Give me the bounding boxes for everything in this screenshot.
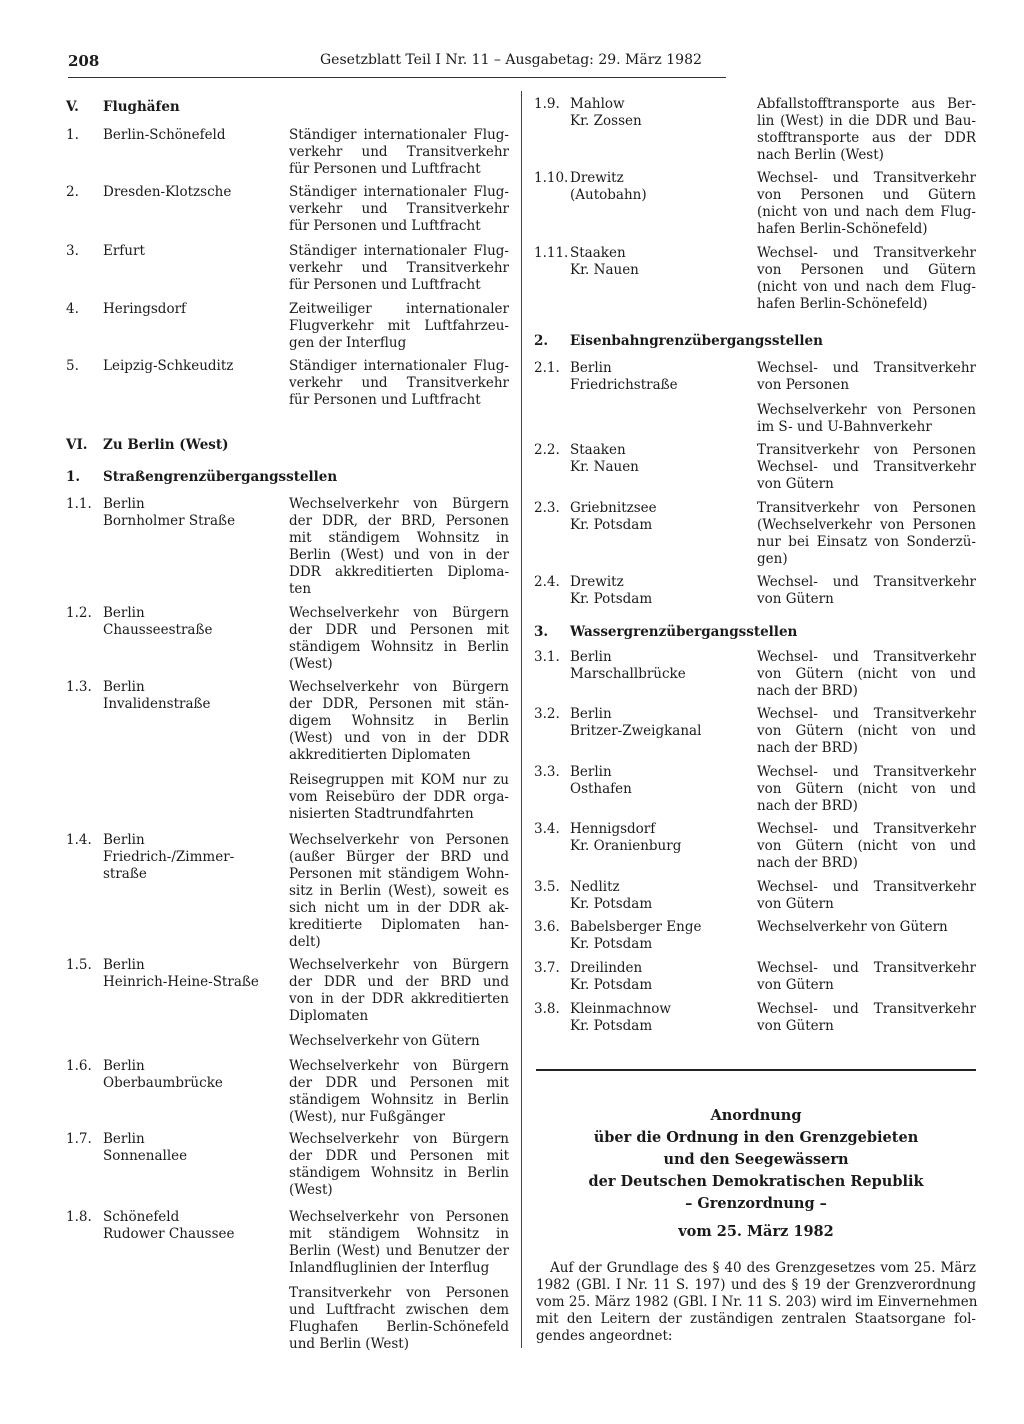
entry-description-line: der DDR, der BRD, Personen [289, 513, 509, 529]
entry-description-line: für Personen und Luftfracht [289, 218, 481, 234]
section-number: VI. [66, 437, 88, 453]
entry-description-line: Wechsel- und Transitverkehr [757, 821, 976, 837]
entry-description-line: nach Berlin (West) [757, 147, 884, 163]
entry-description-line: Berlin (West) und von in der [289, 547, 509, 563]
decree-intro-line: mit den Leitern der zuständigen zentralen Staatsorgane fol- [536, 1311, 976, 1327]
entry-name-line: Kr. Potsdam [570, 591, 653, 607]
entry-description-line: von Personen und Gütern [757, 187, 976, 203]
entry-number: 2.1. [534, 360, 560, 376]
entry-name-line: Drewitz [570, 574, 624, 590]
entry-description-line: Wechsel- und Transitverkehr [757, 459, 976, 475]
entry-description-line: akkreditierten Diplomaten [289, 747, 471, 763]
entry-description-line: digem Wohnsitz in Berlin [289, 713, 509, 729]
entry-description-line: ten [289, 581, 312, 597]
entry-description-line: Zeitweiliger internationaler [289, 301, 509, 317]
entry-description-line: Wechsel- und Transitverkehr [757, 879, 976, 895]
entry-description-line: nach der BRD) [757, 798, 858, 814]
entry-description-line: Wechselverkehr von Bürgern [289, 496, 509, 512]
subsection-number: 2. [534, 333, 549, 349]
entry-description-line: der DDR, Personen mit stän- [289, 696, 509, 712]
entry-description-line: kreditierte Diplomaten han- [289, 917, 509, 933]
entry-description-line: Transitverkehr von Personen [757, 500, 976, 516]
entry-description-line: nach der BRD) [757, 683, 858, 699]
entry-name [570, 706, 750, 740]
entry-name-line: Kleinmachnow [570, 1001, 671, 1017]
entry-description-line: Wechselverkehr von Gütern [757, 919, 948, 935]
entry-description [757, 170, 976, 238]
entry-number: 1.5. [66, 957, 92, 973]
decree-title-line: vom 25. März 1982 [678, 1223, 834, 1240]
entry-number: 3.1. [534, 649, 560, 665]
entry-name-line: Kr. Nauen [570, 262, 639, 278]
entry-description-line: (West) [289, 656, 333, 672]
entry-name-line: Kr. Nauen [570, 459, 639, 475]
entry-description-line: Wechsel- und Transitverkehr [757, 245, 976, 261]
entry-description-extra-line: Wechselverkehr von Personen [757, 402, 976, 418]
entry-name [570, 574, 750, 608]
entry-description [757, 706, 976, 757]
entry-description-line: von Personen und Gütern [757, 262, 976, 278]
entry-description-line: mit ständigem Wohnsitz in [289, 1226, 509, 1242]
entry-description-line: der DDR und Personen mit [289, 1148, 509, 1164]
decree-title-line: der Deutschen Demokratischen Republik [588, 1173, 924, 1190]
entry-description-line: von Gütern [757, 977, 834, 993]
section-title: Zu Berlin (West) [103, 437, 229, 453]
entry-description-line: verkehr und Transitverkehr [289, 260, 509, 276]
entry-name [570, 879, 750, 913]
entry-description-line: nach der BRD) [757, 855, 858, 871]
entry-description-line: nur bei Einsatz von Sonderzü- [757, 534, 976, 550]
entry-name-line: Berlin [103, 1131, 145, 1147]
entry-description [757, 574, 976, 608]
entry-number: 1.2. [66, 605, 92, 621]
entry-name-line: Staaken [570, 245, 626, 261]
entry-name-line: Griebnitzsee [570, 500, 657, 516]
entry-number: 3.6. [534, 919, 560, 935]
entry-description-line: Wechselverkehr von Bürgern [289, 679, 509, 695]
entry-description-line: Wechselverkehr von Bürgern [289, 1131, 509, 1147]
entry-name-line: Britzer-Zweigkanal [570, 723, 702, 739]
entry-name-line: Berlin [103, 957, 145, 973]
entry-description-line: für Personen und Luftfracht [289, 161, 481, 177]
entry-description-line: der DDR und Personen mit [289, 622, 509, 638]
entry-description-line: (außer Bürger der BRD und [289, 849, 509, 865]
entry-name-line: (Autobahn) [570, 187, 647, 203]
entry-description-line: (West) und von in der DDR [289, 730, 509, 746]
decree-title [536, 1105, 976, 1243]
entry-description-line: nach der BRD) [757, 740, 858, 756]
entry-number: 1.4. [66, 832, 92, 848]
entry-name-line: Osthafen [570, 781, 632, 797]
entry-description-line: hafen Berlin-Schönefeld) [757, 296, 928, 312]
entry-description-line: von Personen [757, 377, 850, 393]
entry-number: 1.9. [534, 96, 560, 112]
entry-name-line: Kr. Zossen [570, 113, 642, 129]
entry-name-line: Staaken [570, 442, 626, 458]
entry-name [570, 649, 750, 683]
entry-description-line: Wechsel- und Transitverkehr [757, 764, 976, 780]
entry-description-line: Ständiger internationaler Flug- [289, 243, 509, 259]
entry-name-line: Leipzig-Schkeuditz [103, 358, 234, 374]
entry-description-line: für Personen und Luftfracht [289, 277, 481, 293]
entry-description-line: Wechselverkehr von Personen [289, 832, 509, 848]
entry-name [570, 821, 750, 855]
entry-name-line: Invalidenstraße [103, 696, 211, 712]
decree-title-line: Anordnung [710, 1107, 802, 1124]
entry-description-line: von Gütern (nicht von und [757, 838, 976, 854]
entry-description-extra-line: und Luftfracht zwischen dem [289, 1302, 509, 1318]
entry-name-line: Dresden-Klotzsche [103, 184, 232, 200]
subsection-title: Wassergrenzübergangsstellen [570, 624, 798, 640]
entry-description-line: Ständiger internationaler Flug- [289, 184, 509, 200]
entry-description [757, 442, 976, 493]
section-title: Flughäfen [103, 99, 180, 115]
entry-name [570, 960, 750, 994]
entry-description-line: von Gütern (nicht von und [757, 666, 976, 682]
entry-name-line: Friedrichstraße [570, 377, 678, 393]
entry-description-line: (West) [289, 1182, 333, 1198]
entry-name-line: Nedlitz [570, 879, 620, 895]
entry-description-line: Wechsel- und Transitverkehr [757, 706, 976, 722]
entry-description-line: verkehr und Transitverkehr [289, 201, 509, 217]
entry-description-line: stofftransporte aus der DDR [757, 130, 976, 146]
entry-description-line: Inlandfluglinien der Interflug [289, 1260, 490, 1276]
entry-name-line: Chausseestraße [103, 622, 213, 638]
entry-description-line: Wechsel- und Transitverkehr [757, 360, 976, 376]
entry-description [757, 500, 976, 568]
entry-description-line: mit ständigem Wohnsitz in [289, 530, 509, 546]
entry-description-line: Wechselverkehr von Personen [289, 1209, 509, 1225]
entry-description-line: Wechsel- und Transitverkehr [757, 649, 976, 665]
entry-description-line: Wechselverkehr von Bürgern [289, 1058, 509, 1074]
entry-number: 1.11. [534, 245, 569, 261]
decree-intro [536, 1260, 976, 1345]
entry-name-line: Berlin [103, 605, 145, 621]
decree-intro-line: 1982 (GBl. I Nr. 11 S. 197) und des § 19 der Grenzverordnung [536, 1277, 976, 1293]
entry-description-extra-line: nisierten Stadtrundfahrten [289, 806, 474, 822]
entry-description-line: der DDR und der BRD und [289, 974, 509, 990]
entry-name [570, 1001, 750, 1035]
entry-description-extra-line: vom Reisebüro der DDR orga- [289, 789, 509, 805]
entry-description [757, 821, 976, 872]
entry-name-line: Mahlow [570, 96, 625, 112]
entry-description-line: Wechsel- und Transitverkehr [757, 170, 976, 186]
entry-name [570, 500, 750, 534]
entry-description [757, 960, 976, 994]
entry-name-line: Erfurt [103, 243, 145, 259]
entry-name-line: Sonnenallee [103, 1148, 188, 1164]
entry-description-extra-line: Transitverkehr von Personen [289, 1285, 509, 1301]
entry-name-line: Berlin [570, 649, 612, 665]
subsection-title: Straßengrenzübergangsstellen [103, 469, 338, 485]
entry-name-line: Berlin [570, 764, 612, 780]
entry-description-line: DDR akkreditierten Diploma- [289, 564, 509, 580]
entry-description-line: ständigem Wohnsitz in Berlin [289, 1165, 509, 1181]
entry-description-line: gen) [757, 551, 788, 567]
entry-name [570, 96, 750, 130]
entry-description-line: Flugverkehr mit Luftfahrzeu- [289, 318, 509, 334]
entry-number: 3.2. [534, 706, 560, 722]
entry-name-line: Kr. Potsdam [570, 1018, 653, 1034]
entry-description-line: verkehr und Transitverkehr [289, 144, 509, 160]
entry-description-line: Berlin (West) und Benutzer der [289, 1243, 509, 1259]
entry-name [570, 919, 750, 953]
entry-number: 3.7. [534, 960, 560, 976]
entry-description-line: Wechsel- und Transitverkehr [757, 960, 976, 976]
entry-name-line: Kr. Potsdam [570, 936, 653, 952]
entry-description-line: Abfallstofftransporte aus Ber- [757, 96, 976, 112]
entry-number: 1.8. [66, 1209, 92, 1225]
entry-description-line: sitz in Berlin (West), soweit es [289, 883, 509, 899]
entry-description-line: Ständiger internationaler Flug- [289, 127, 509, 143]
entry-name [570, 764, 750, 798]
entry-description-line: (West), nur Fußgänger [289, 1109, 445, 1125]
entry-name-line: Kr. Potsdam [570, 517, 653, 533]
entry-description [757, 764, 976, 815]
entry-name-line: Kr. Oranienburg [570, 838, 682, 854]
entry-description-extra-line: Reisegruppen mit KOM nur zu [289, 772, 509, 788]
entry-number: 5. [66, 358, 79, 374]
entry-name-line: Bornholmer Straße [103, 513, 236, 529]
entry-name-line: Kr. Potsdam [570, 896, 653, 912]
decree-intro-line: vom 25. März 1982 (GBl. I Nr. 11 S. 203) wird im Einvernehmen [536, 1294, 978, 1310]
entry-number: 3.4. [534, 821, 560, 837]
entry-description-line: Wechsel- und Transitverkehr [757, 574, 976, 590]
entry-name-line: Berlin [570, 706, 612, 722]
entry-number: 1. [66, 127, 79, 143]
subsection-number: 3. [534, 624, 549, 640]
entry-name-line: Berlin [103, 496, 145, 512]
entry-description-line: ständigem Wohnsitz in Berlin [289, 1092, 509, 1108]
entry-description-extra-line: Flughafen Berlin-Schönefeld [289, 1319, 509, 1335]
running-title: Gesetzblatt Teil I Nr. 11 – Ausgabetag: 29. März 1982 [320, 52, 702, 68]
entry-name [570, 360, 750, 394]
entry-number: 1.7. [66, 1131, 92, 1147]
entry-name-line: Berlin-Schönefeld [103, 127, 226, 143]
entry-description-line: von Gütern (nicht von und [757, 781, 976, 797]
entry-name-line: Schönefeld [103, 1209, 180, 1225]
entry-description-line: (nicht von und nach dem Flug- [757, 204, 976, 220]
entry-number: 3.8. [534, 1001, 560, 1017]
entry-name-line: Hennigsdorf [570, 821, 656, 837]
entry-description-line: ständigem Wohnsitz in Berlin [289, 639, 509, 655]
entry-description-line: sich nicht um in der DDR ak- [289, 900, 509, 916]
entry-description-line: gen der Interflug [289, 335, 407, 351]
entry-name-line: Berlin [103, 679, 145, 695]
entry-name-line: Heringsdorf [103, 301, 187, 317]
entry-description-extra-line: Wechselverkehr von Gütern [289, 1033, 480, 1049]
entry-name-line: Berlin [570, 360, 612, 376]
entry-description [757, 649, 976, 700]
entry-description-line: Diplomaten [289, 1008, 369, 1024]
entry-number: 4. [66, 301, 79, 317]
entry-description-line: (nicht von und nach dem Flug- [757, 279, 976, 295]
entry-description-line: von Gütern (nicht von und [757, 723, 976, 739]
entry-description-line: Wechsel- und Transitverkehr [757, 1001, 976, 1017]
entry-name [570, 170, 750, 204]
entry-description [757, 919, 976, 936]
entry-description-line: für Personen und Luftfracht [289, 392, 481, 408]
entry-name-line: Friedrich-/Zimmer- [103, 849, 235, 865]
entry-description-line: von in der DDR akkreditierten [289, 991, 509, 1007]
entry-number: 2.3. [534, 500, 560, 516]
decree-intro-line: gendes angeordnet: [536, 1328, 673, 1344]
entry-number: 2.2. [534, 442, 560, 458]
subsection-title: Eisenbahngrenzübergangsstellen [570, 333, 823, 349]
entry-name-line: Berlin [103, 832, 145, 848]
entry-name [570, 442, 750, 476]
entry-number: 1.6. [66, 1058, 92, 1074]
entry-description [757, 879, 976, 913]
entry-name-line: Babelsberger Enge [570, 919, 702, 935]
entry-name-line: Berlin [103, 1058, 145, 1074]
entry-description-line: (Wechselverkehr von Personen [757, 517, 976, 533]
entry-description [757, 96, 976, 164]
entry-description [757, 1001, 976, 1035]
entry-description-line: von Gütern [757, 1018, 834, 1034]
entry-number: 2.4. [534, 574, 560, 590]
entry-description-extra [757, 402, 976, 436]
entry-description [757, 245, 976, 313]
entry-number: 3.5. [534, 879, 560, 895]
entry-name-line: Heinrich-Heine-Straße [103, 974, 259, 990]
entry-name [570, 245, 750, 279]
decree-intro-line: Auf der Grundlage des § 40 des Grenzgesetzes vom 25. März [550, 1260, 976, 1276]
entry-number: 1.10. [534, 170, 569, 186]
entry-description-line: Ständiger internationaler Flug- [289, 358, 509, 374]
decree-title-line: über die Ordnung in den Grenzgebieten [593, 1129, 919, 1146]
entry-name-line: Rudower Chaussee [103, 1226, 235, 1242]
entry-description-line: von Gütern [757, 591, 834, 607]
entry-description-line: verkehr und Transitverkehr [289, 375, 509, 391]
entry-description-line: Wechselverkehr von Bürgern [289, 957, 509, 973]
decree-title-line: und den Seegewässern [663, 1151, 849, 1168]
entry-description-line: von Gütern [757, 896, 834, 912]
entry-description-line: Personen mit ständigem Wohn- [289, 866, 509, 882]
entry-description-extra-line: und Berlin (West) [289, 1336, 409, 1352]
entry-name-line: Kr. Potsdam [570, 977, 653, 993]
entry-description-line: Transitverkehr von Personen [757, 442, 976, 458]
entry-name-line: straße [103, 866, 147, 882]
entry-description-line: von Gütern [757, 476, 834, 492]
entry-description-line: Wechselverkehr von Bürgern [289, 605, 509, 621]
entry-description-line: delt) [289, 934, 321, 950]
entry-number: 1.1. [66, 496, 92, 512]
entry-number: 2. [66, 184, 79, 200]
entry-name-line: Oberbaumbrücke [103, 1075, 223, 1091]
entry-description-line: hafen Berlin-Schönefeld) [757, 221, 928, 237]
entry-name-line: Drewitz [570, 170, 624, 186]
entry-name-line: Dreilinden [570, 960, 643, 976]
entry-description-line: lin (West) in die DDR und Bau- [757, 113, 976, 129]
entry-number: 3.3. [534, 764, 560, 780]
entry-description [757, 360, 976, 394]
page-number: 208 [68, 52, 100, 70]
entry-number: 1.3. [66, 679, 92, 695]
entry-number: 3. [66, 243, 79, 259]
entry-description-line: der DDR und Personen mit [289, 1075, 509, 1091]
subsection-number: 1. [66, 469, 81, 485]
decree-title-line: – Grenzordnung – [685, 1195, 827, 1212]
entry-description-extra-line: im S- und U-Bahnverkehr [757, 419, 932, 435]
entry-name-line: Marschallbrücke [570, 666, 686, 682]
section-number: V. [66, 99, 79, 115]
